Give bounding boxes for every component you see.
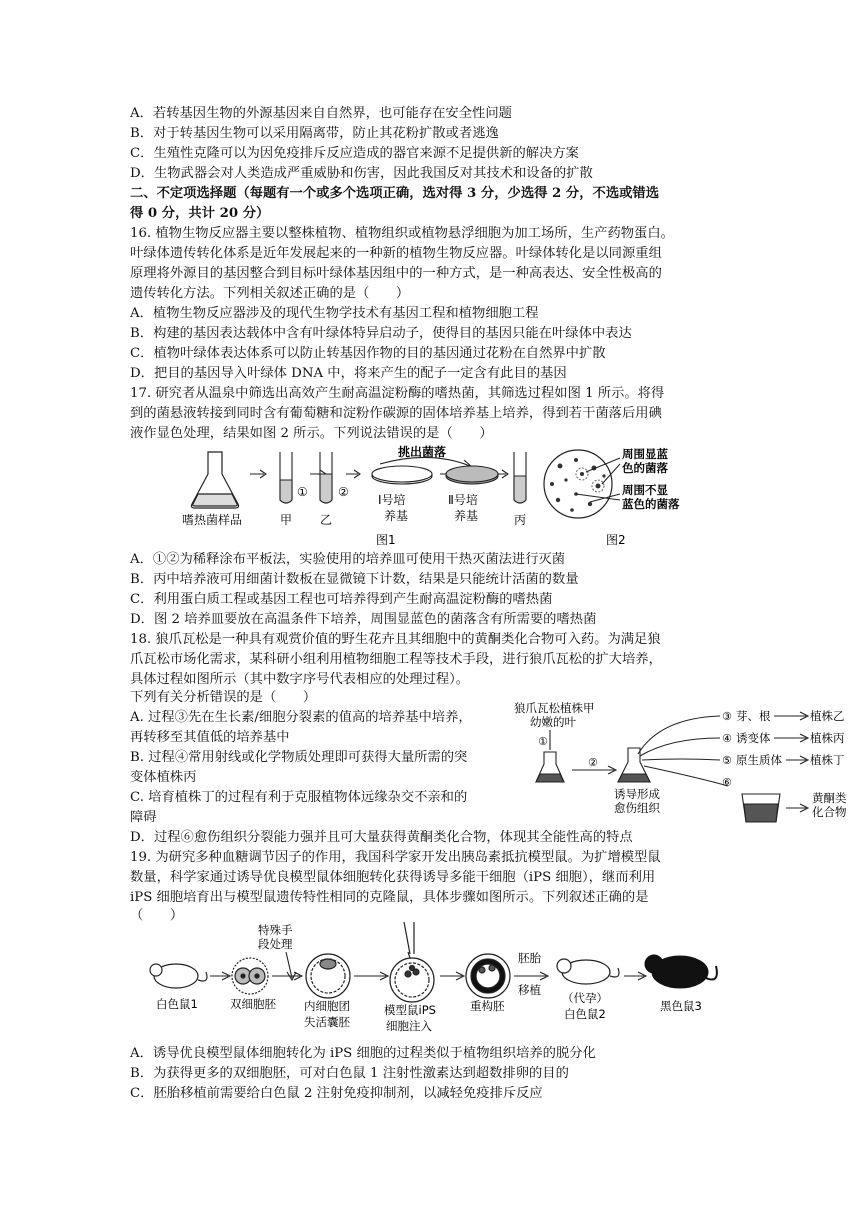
tube-bing-label: 丙 (514, 513, 527, 527)
step2-label: ② (338, 485, 349, 499)
q18-option-c: C. 培育植株丁的过程有利于克服植物体远缘杂交不亲和的 (130, 790, 468, 805)
plant-yi-label: 植株乙 (810, 709, 845, 723)
q17-option-c: C．利用蛋白质工程或基因工程也可培养得到产生耐高温淀粉酶的嗜热菌 (130, 592, 553, 607)
section-heading-cont: 得 0 分，共计 20 分） (130, 206, 270, 221)
leaf-label-2: 幼嫩的叶 (530, 715, 576, 729)
figure-19 (146, 918, 726, 1042)
special-treatment-label-2: 段处理 (258, 937, 293, 951)
transfer-label-2: 移植 (518, 983, 541, 997)
icm-label: 内细胞团 (304, 999, 350, 1013)
q16-option-b: B．构建的基因表达载体中含有叶绿体特异启动子，使得目的基因只能在叶绿体中表达 (130, 326, 632, 341)
ips-label-2: 细胞注入 (386, 1019, 432, 1033)
q15-option-d: D．生物武器会对人类造成严重威胁和伤害，因此我国反对其技术和设备的扩散 (130, 166, 593, 181)
q19-option-c: C．胚胎移植前需要给白色鼠 2 注射免疫抑制剂，以减轻免疫排斥反应 (130, 1086, 543, 1101)
medium2-label-2: 养基 (454, 509, 479, 523)
tube-jia-label: 甲 (280, 513, 293, 527)
q15-option-a: A．若转基因生物的外源基因来自自然界，也可能存在安全性问题 (130, 106, 512, 121)
q16-stem-2: 叶绿体遗传转化体系是近年发展起来的一种新的植物生物反应器。叶绿体转化是以同源重组 (130, 246, 662, 261)
ips-label: 模型鼠iPS (384, 1003, 436, 1017)
flask-icon (191, 452, 238, 508)
q18-stem-3: 具体过程如图所示（其中数字序号代表相应的处理过程）。 (130, 672, 470, 687)
flask-icon (536, 752, 564, 782)
q17-stem-3: 液作显色处理，结果如图 2 所示。下列说法错误的是（ ） (130, 426, 493, 441)
icm-label-2: 失活囊胚 (304, 1015, 350, 1029)
step4: ④ (722, 732, 732, 745)
black-mouse3-label: 黑色鼠3 (660, 999, 702, 1013)
sample-label: 嗜热菌样品 (182, 513, 243, 527)
two-cell-label: 双细胞胚 (230, 997, 276, 1011)
black-mouse-icon (645, 955, 717, 988)
blue-colony-label-2: 色的菌落 (622, 461, 668, 475)
injection-pipette-icon (390, 922, 434, 1002)
figure-18 (510, 698, 860, 826)
medium1-label: Ⅰ号培 (378, 493, 406, 507)
plant-bing-label: 植株丙 (810, 731, 845, 745)
step3: ③ (722, 710, 732, 723)
q19-option-a: A．诱导优良模型鼠体细胞转化为 iPS 细胞的过程类似于植物组织培养的脱分化 (130, 1046, 596, 1061)
section-heading: 二、不定项选择题（每题有一个或多个选项正确，选对得 3 分，少选得 2 分，不选或错选 (130, 186, 660, 201)
q17-stem-1: 17. 研究者从温泉中筛选出高效产生耐高温淀粉酶的嗜热菌，其筛选过程如图 1 所示。将得 (130, 386, 665, 401)
white-mouse-icon (150, 964, 207, 988)
q16-option-c: C．植物叶绿体表达体系可以防止转基因作物的目的基因通过花粉在自然界中扩散 (130, 346, 606, 361)
leaf-label: 狼爪瓦松植株甲 (514, 701, 595, 715)
medium1-label-2: 养基 (384, 509, 409, 523)
figure-1-2 (180, 444, 700, 554)
q16-stem-4: 遗传转化方法。下列相关叙述正确的是（ ） (130, 286, 410, 301)
q17-stem-2: 到的菌悬液转接到同时含有葡萄糖和淀粉作碳源的固体培养基上培养，得到若干菌落后用碘 (130, 406, 662, 421)
q18-option-b-cont: 变体植株丙 (130, 770, 197, 785)
transfer-label: 胚胎 (518, 951, 541, 965)
protoplast-label: 原生质体 (736, 753, 782, 767)
plant-ding-label: 植株丁 (810, 753, 845, 767)
two-cell-embryo-icon (232, 958, 268, 994)
figure2-caption: 图2 (606, 533, 626, 547)
step5: ⑤ (722, 754, 732, 767)
q19-option-b: B．为获得更多的双细胞胚，可对白色鼠 1 注射性激素达到超数排卵的目的 (130, 1066, 569, 1081)
q18-stem-4: 下列有关分析错误的是（ ） (130, 690, 317, 705)
white-mouse1-label: 白色鼠1 (156, 997, 198, 1011)
step1-label: ① (297, 485, 308, 499)
q15-option-b: B．对于转基因生物可以采用隔离带，防止其花粉扩散或者逃逸 (130, 126, 499, 141)
flavonoid-label: 黄酮类 (812, 791, 847, 805)
q16-option-a: A．植物生物反应器涉及的现代生物学技术有基因工程和植物细胞工程 (130, 306, 539, 321)
surrogate-label-2: 白色鼠2 (564, 1007, 606, 1021)
q18-stem-1: 18. 狼爪瓦松是一种具有观赏价值的野生花卉且其细胞中的黄酮类化合物可入药。为满足狼 (130, 632, 661, 647)
bioreactor-icon (742, 794, 780, 822)
tube-yi-label: 乙 (320, 513, 333, 527)
q19-stem-3: iPS 细胞培育出与模型鼠遗传特性相同的克隆鼠，具体步骤如图所示。下列叙述正确的是 (130, 890, 649, 905)
flavonoid-label-2: 化合物 (812, 805, 847, 819)
q18-option-a-cont: 再转移至其值低的培养基中 (130, 730, 290, 745)
q18-option-a: A. 过程③先在生长素/细胞分裂素的值高的培养基中培养， (130, 710, 472, 725)
bud-root-label: 芽、根 (736, 709, 771, 723)
reconstructed-embryo-icon (466, 954, 510, 998)
q16-stem-3: 原理将外源目的基因整合到目标叶绿体基因组中的一种方式，是一种高表达、安全性极高的 (130, 266, 662, 281)
q19-stem-1: 19. 为研究多种血糖调节因子的作用，我国科学家开发出胰岛素抵抗模型鼠。为扩增模型鼠 (130, 850, 661, 865)
step6: ⑥ (722, 776, 732, 789)
nonblue-colony-label: 周围不显 (622, 483, 668, 497)
q15-option-c: C．生殖性克隆可以为因免疫排斥反应造成的器官来源不足提供新的解决方案 (130, 146, 579, 161)
special-treatment-label: 特殊手 (258, 923, 293, 937)
q18-option-b: B. 过程④常用射线或化学物质处理即可获得大量所需的突 (130, 750, 468, 765)
q16-option-d: D．把目的基因导入叶绿体 DNA 中，将来产生的配子一定含有此目的基因 (130, 366, 567, 381)
blue-colony-label: 周围显蓝 (622, 447, 668, 461)
blastocyst-icon (306, 954, 350, 998)
callus-label-2: 愈伤组织 (614, 801, 660, 815)
q18-option-d: D．过程⑥愈伤组织分裂能力强并且可大量获得黄酮类化合物，体现其全能性高的特点 (130, 830, 633, 845)
q17-option-a: A．①②为稀释涂布平板法，实验使用的培养皿可使用干热灭菌法进行灭菌 (130, 552, 566, 567)
medium2-label: Ⅱ号培 (448, 493, 478, 507)
step1: ① (538, 735, 548, 748)
pick-colony-label: 挑出菌落 (398, 445, 447, 459)
surrogate-label: （代孕） (562, 991, 608, 1005)
white-mouse-icon (557, 959, 619, 984)
rebuild-label: 重构胚 (470, 999, 505, 1013)
q16-stem-1: 16. 植物生物反应器主要以整株植物、植物组织或植物悬浮细胞为加工场所，生产药物蛋白。 (130, 226, 674, 241)
q17-option-b: B．丙中培养液可用细菌计数板在显微镜下计数，结果是只能统计活菌的数量 (130, 572, 579, 587)
petri-dish-icon (372, 466, 498, 484)
q18-option-c-cont: 障碍 (130, 810, 157, 825)
q17-option-d: D．图 2 培养皿要放在高温条件下培养，周围显蓝色的菌落含有所需要的嗜热菌 (130, 612, 597, 627)
callus-label: 诱导形成 (614, 787, 660, 801)
step2: ② (588, 756, 598, 769)
q19-stem-2: 数量，科学家通过诱导优良模型鼠体细胞转化获得诱导多能干细胞（iPS 细胞），继而利用 (130, 870, 656, 885)
mutant-label: 诱变体 (736, 731, 771, 745)
q19-stem-4: （ ） (130, 908, 184, 923)
colony-plate-icon (544, 450, 612, 518)
nonblue-colony-label-2: 蓝色的菌落 (622, 497, 680, 511)
figure1-caption: 图1 (376, 533, 396, 547)
q18-stem-2: 爪瓦松市场化需求，某科研小组利用植物细胞工程等技术手段，进行狼爪瓦松的扩大培养， (130, 652, 662, 667)
